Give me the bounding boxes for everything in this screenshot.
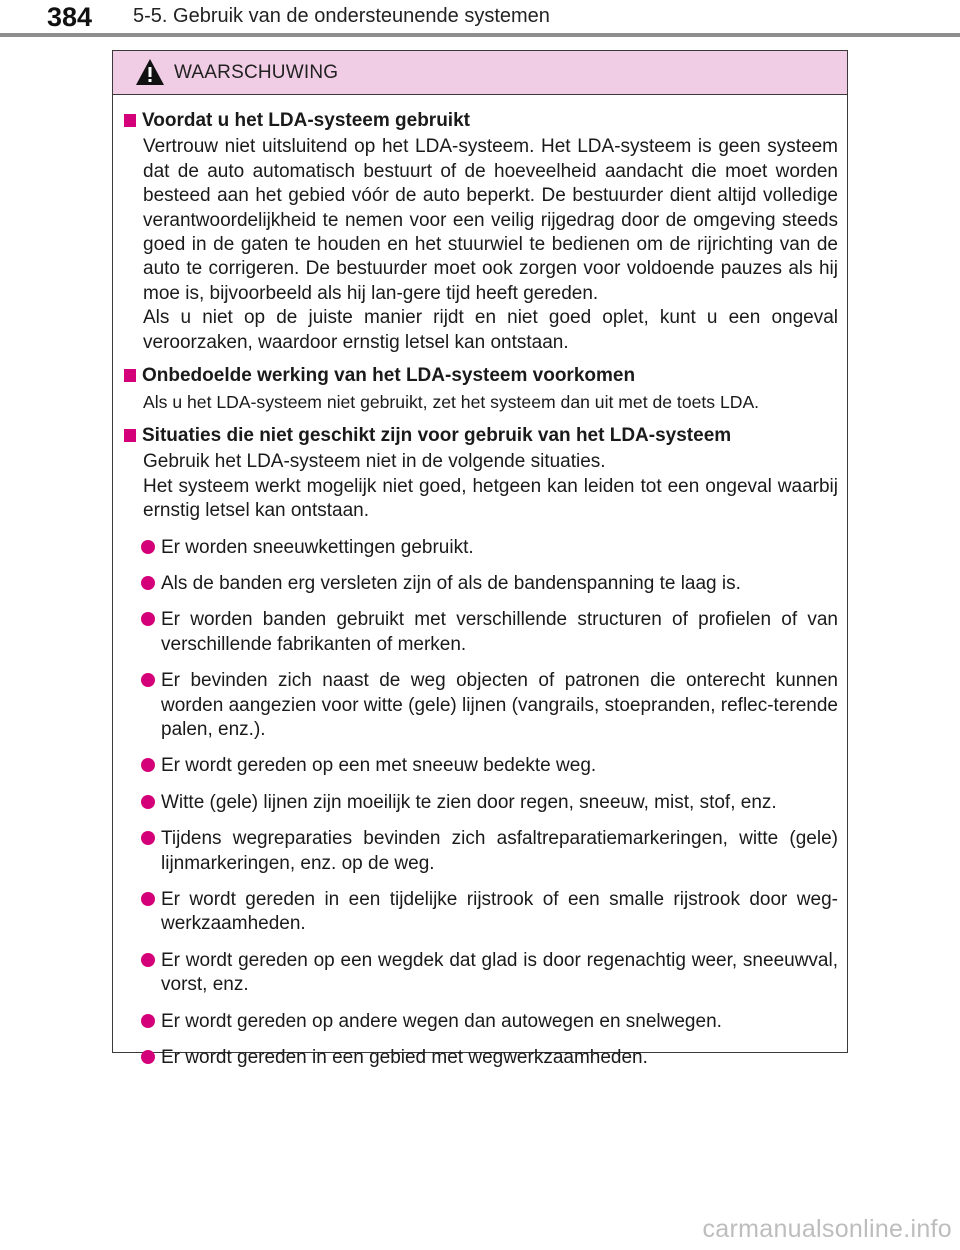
warning-triangle-icon	[135, 58, 165, 86]
section-heading	[124, 109, 838, 133]
warning-box	[112, 50, 848, 1068]
square-bullet-icon	[124, 429, 136, 442]
section-prevent-unintended-operation	[124, 364, 838, 415]
round-bullet-icon	[141, 795, 155, 809]
list-item-text: Tijdens wegreparaties bevinden zich asfaltreparatiemarkeringen, witte (gele) lijnmarkeringen, enz. op de weg.	[161, 828, 838, 874]
section-unsuitable-situations	[124, 424, 838, 1071]
round-bullet-icon	[141, 1050, 155, 1064]
list-item-text: Er bevinden zich naast de weg objecten of patronen die onterecht kunnen worden aangezien voor witte (gele) lijnen (vangrails, stoepranden, reflec-terende palen, enz.).	[161, 670, 838, 740]
list-item	[124, 572, 838, 596]
page-header	[0, 0, 960, 40]
list-item	[124, 827, 838, 876]
watermark: carmanualsonline.info	[702, 1215, 952, 1243]
round-bullet-icon	[141, 1014, 155, 1028]
list-item-text: Er wordt gereden op andere wegen dan autowegen en snelwegen.	[161, 1010, 722, 1032]
paragraph: Vertrouw niet uitsluitend op het LDA-systeem. Het LDA-systeem is geen systeem dat de auto automatisch bestuurt of de hoeveelheid aandacht die moet worden besteed aan het gebied vóór de auto beperkt. De bestuurder dient altijd volledige verantwoordelijkheid te nemen voor een veilig rijgedrag door de omgeving steeds goed in de gaten te houden en het stuurwiel te bedienen om de rijrichting van de auto te corrigeren. De bestuurder moet ook zorgen voor voldoende pauzes als hij moe is, bijvoorbeeld als hij lan-gere tijd heeft gereden.	[143, 136, 838, 304]
header-divider	[0, 33, 960, 37]
round-bullet-icon	[141, 758, 155, 772]
list-item-text: Er wordt gereden op een met sneeuw bedekte weg.	[161, 755, 597, 777]
list-item	[124, 754, 838, 778]
list-item-text: Er wordt gereden op een wegdek dat glad is door regenachtig weer, sneeuwval, vorst, enz.	[161, 949, 838, 996]
paragraph: Als u niet op de juiste manier rijdt en niet goed oplet, kunt u een ongeval veroorzaken, waardoor ernstig letsel kan ontstaan.	[143, 307, 838, 353]
warning-title: WAARSCHUWING	[174, 62, 339, 83]
list-item-text: Als de banden erg versleten zijn of als de bandenspanning te laag is.	[161, 572, 741, 594]
list-item-text: Er worden banden gebruikt met verschillende structuren of profielen of van verschillende fabrikanten of merken.	[161, 609, 838, 655]
list-item	[124, 669, 838, 742]
square-bullet-icon	[124, 114, 136, 127]
round-bullet-icon	[141, 953, 155, 967]
round-bullet-icon	[141, 576, 155, 590]
section-before-use	[124, 109, 838, 355]
round-bullet-icon	[141, 673, 155, 687]
list-item	[124, 791, 838, 815]
paragraph: Gebruik het LDA-systeem niet in de volgende situaties.	[143, 451, 606, 473]
page-number: 384	[47, 2, 93, 32]
list-item	[124, 1010, 838, 1034]
round-bullet-icon	[141, 612, 155, 626]
list-item	[124, 608, 838, 657]
section-heading	[124, 424, 838, 448]
warning-body	[113, 95, 847, 1070]
list-item-text: Witte (gele) lijnen zijn moeilijk te zien door regen, sneeuw, mist, stof, enz.	[161, 791, 777, 813]
list-item	[124, 536, 838, 560]
warning-header	[113, 51, 847, 95]
round-bullet-icon	[141, 540, 155, 554]
paragraph: Het systeem werkt mogelijk niet goed, hetgeen kan leiden tot een ongeval waarbij ernstig letsel kan ontstaan.	[143, 475, 838, 522]
paragraph: Als u het LDA-systeem niet gebruikt, zet het systeem dan uit met de toets LDA.	[143, 392, 760, 413]
list-item-text: Er worden sneeuwkettingen gebruikt.	[161, 536, 474, 558]
chapter-title: 5-5. Gebruik van de ondersteunende systemen	[133, 5, 550, 27]
list-item	[124, 1046, 838, 1070]
list-item	[124, 888, 838, 937]
round-bullet-icon	[141, 831, 155, 845]
section-heading	[124, 364, 838, 388]
list-item-text: Er wordt gereden in een tijdelijke rijstrook of een smalle rijstrook door weg-werkzaamheden.	[161, 888, 838, 935]
section-heading-text: Situaties die niet geschikt zijn voor gebruik van het LDA-systeem	[142, 424, 732, 446]
list-item	[124, 949, 838, 998]
square-bullet-icon	[124, 369, 136, 382]
round-bullet-icon	[141, 892, 155, 906]
list-item-text: Er wordt gereden in een gebied met wegwerkzaamheden.	[161, 1047, 648, 1068]
section-heading-text: Voordat u het LDA-systeem gebruikt	[142, 110, 470, 131]
section-heading-text: Onbedoelde werking van het LDA-systeem voorkomen	[142, 365, 636, 387]
